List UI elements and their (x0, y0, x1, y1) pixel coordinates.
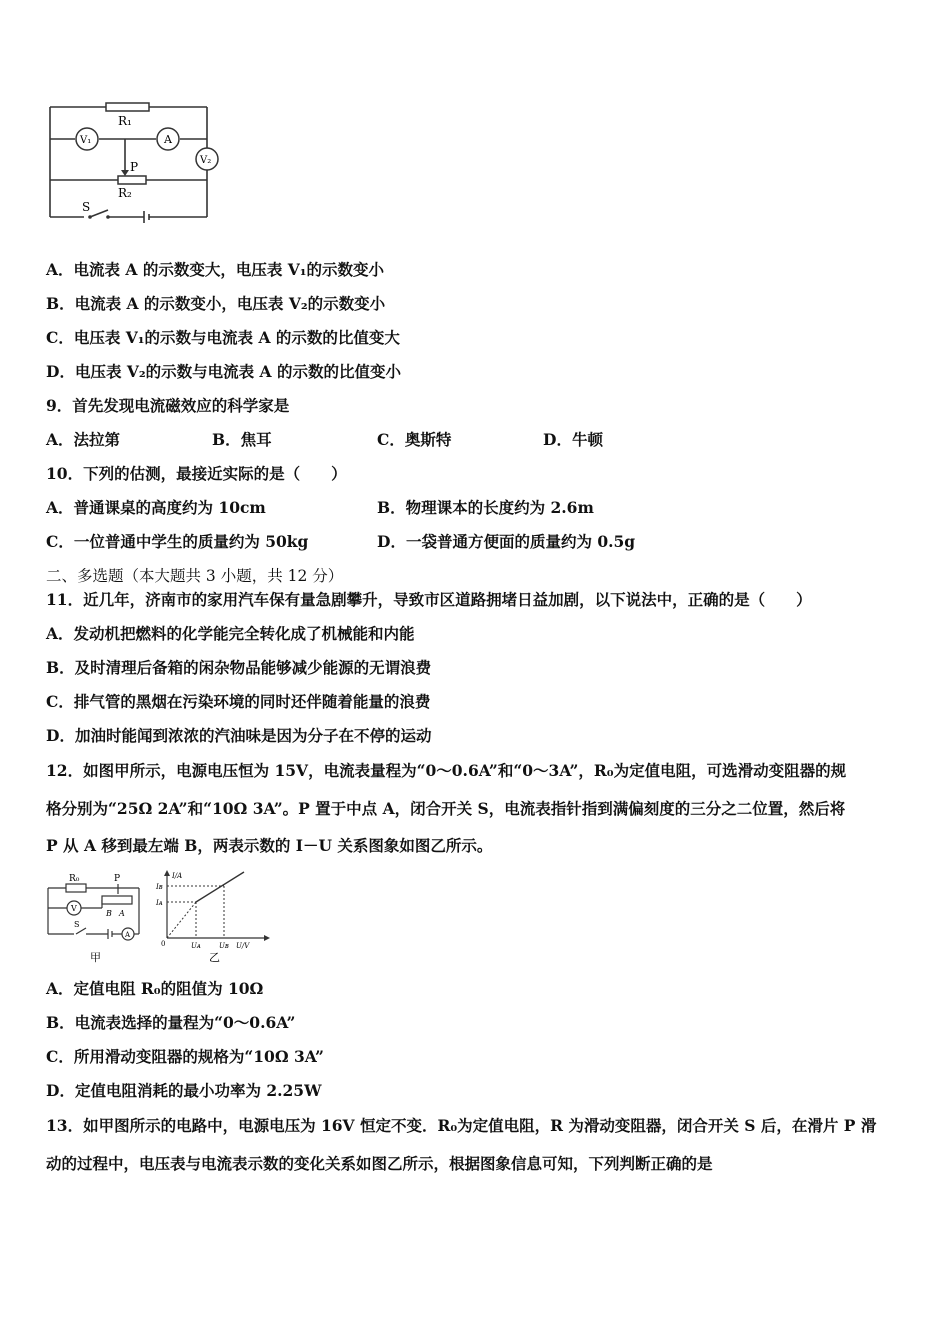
q8-option-b: B．电流表 A 的示数变小，电压表 V₂的示数变小 (46, 294, 386, 313)
rheostat (102, 896, 132, 904)
tick-ua: Uᴀ (191, 942, 201, 950)
q11-option-a: A．发动机把燃料的化学能完全转化成了机械能和内能 (46, 624, 415, 643)
circuit-diagram-1 (44, 95, 224, 225)
q12-option-b: B．电流表选择的量程为“0～0.6A” (46, 1013, 296, 1032)
q10-stem: 10．下列的估测，最接近实际的是（ ） (46, 464, 347, 483)
label-v: V (71, 904, 77, 913)
q11-option-d: D．加油时能闻到浓浓的汽油味是因为分子在不停的运动 (46, 726, 432, 745)
label-r2: R₂ (118, 186, 132, 200)
resistor-r0 (66, 884, 86, 892)
label-s: S (74, 920, 80, 929)
q8-option-c: C．电压表 V₁的示数与电流表 A 的示数的比值变大 (46, 328, 400, 347)
tick-ia: Iᴀ (156, 899, 163, 907)
q8-option-a: A．电流表 A 的示数变大，电压表 V₁的示数变小 (46, 260, 385, 279)
q9-stem: 9．首先发现电流磁效应的科学家是 (46, 396, 290, 415)
axis-label-i: I/A (172, 872, 183, 880)
q13-stem-line2: 动的过程中，电压表与电流表示数的变化关系如图乙所示，根据图象信息可知，下列判断正确的是 (46, 1154, 713, 1173)
q12-option-c: C．所用滑动变阻器的规格为“10Ω 3A” (46, 1047, 324, 1066)
label-p: P (114, 874, 121, 884)
q9-option-a: A．法拉第 (46, 430, 121, 449)
q12-stem-line1: 12．如图甲所示，电源电压恒为 15V，电流表量程为“0～0.6A”和“0～3A”，R₀为定值电阻，可选滑动变阻器的规 (46, 761, 847, 780)
label-jia: 甲 (90, 951, 101, 964)
label-r0: R₀ (69, 874, 80, 884)
label-b: B (106, 909, 112, 918)
q11-stem: 11．近几年，济南市的家用汽车保有量急剧攀升，导致市区道路拥堵日益加剧，以下说法中，正确的是（ ） (46, 590, 812, 609)
label-s: S (82, 200, 91, 214)
q10-option-a: A．普通课桌的高度约为 10cm (46, 498, 266, 517)
resistor-r1 (106, 103, 149, 111)
label-a: A (164, 133, 172, 146)
label-r1: R₁ (118, 114, 132, 128)
q9-option-d: D．牛顿 (543, 430, 603, 449)
tick-ib: Iʙ (156, 883, 163, 891)
q12-stem-line3: P 从 A 移到最左端 B，两表示数的 I－U 关系图象如图乙所示。 (46, 836, 493, 855)
resistor-r2 (118, 176, 146, 184)
section-title: 二、多选题（本大题共 3 小题，共 12 分） (46, 567, 344, 585)
q12-stem-line2: 格分别为“25Ω 2A”和“10Ω 3A”。P 置于中点 A，闭合开关 S，电流表指针指到满偏刻度的三分之二位置，然后将 (46, 799, 846, 818)
circuit-diagram-2 (44, 868, 279, 968)
iu-line (196, 872, 244, 902)
q12-option-d: D．定值电阻消耗的最小功率为 2.25W (46, 1081, 322, 1100)
label-p: P (130, 160, 139, 174)
q10-option-c: C．一位普通中学生的质量约为 50kg (46, 532, 309, 551)
label-yi: 乙 (209, 951, 220, 964)
q8-option-d: D．电压表 V₂的示数与电流表 A 的示数的比值变小 (46, 362, 401, 381)
axis-label-u: U/V (236, 942, 250, 950)
q11-option-b: B．及时清理后备箱的闲杂物品能够减少能源的无谓浪费 (46, 658, 432, 677)
q9-option-c: C．奥斯特 (377, 430, 452, 449)
q10-option-d: D．一袋普通方便面的质量约为 0.5g (377, 532, 636, 551)
q11-option-c: C．排气管的黑烟在污染环境的同时还伴随着能量的浪费 (46, 692, 431, 711)
slider-arrow (121, 170, 129, 176)
label-ammeter: A (125, 931, 131, 939)
label-a: A (119, 909, 125, 918)
label-v1: V₁ (80, 135, 92, 146)
origin-label: 0 (161, 940, 166, 948)
q13-stem-line1: 13．如甲图所示的电路中，电源电压为 16V 恒定不变．R₀为定值电阻，R 为滑动变阻器，闭合开关 S 后，在滑片 P 滑 (46, 1116, 877, 1135)
tick-ub: Uʙ (219, 942, 229, 950)
label-v2: V₂ (200, 155, 212, 166)
q10-option-b: B．物理课本的长度约为 2.6m (377, 498, 594, 517)
q9-option-b: B．焦耳 (212, 430, 272, 449)
q12-option-a: A．定值电阻 R₀的阻值为 10Ω (46, 979, 264, 998)
